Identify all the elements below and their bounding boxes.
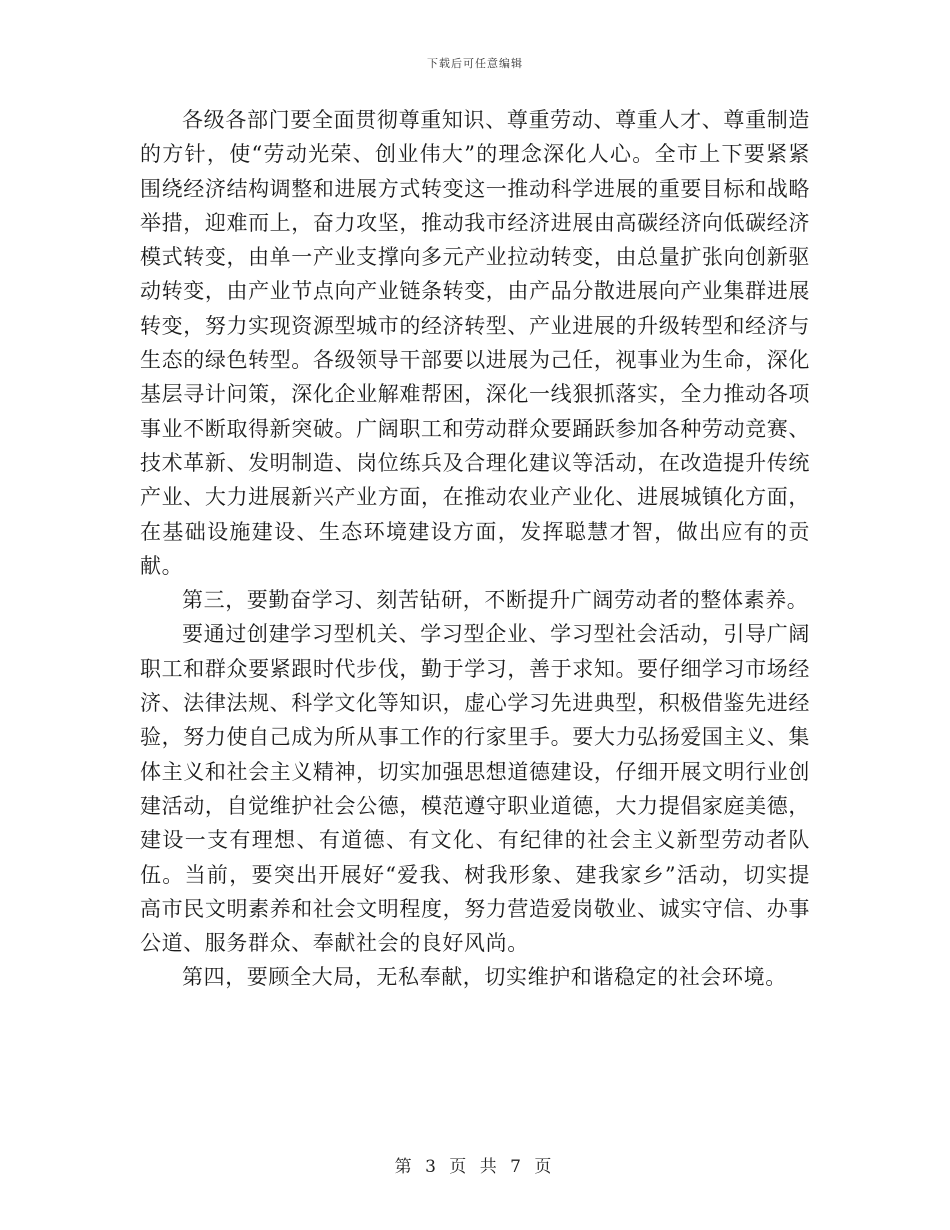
paragraph-4: 第四，要顾全大局，无私奉献，切实维护和谐稳定的社会环境。 — [182, 965, 787, 990]
paragraph-3: 要通过创建学习型机关、学习型企业、学习型社会活动，引导广阔职工和群众要紧跟时代步伐，勤于学习，善于求知。要仔细学习市场经济、法律法规、科学文化等知识，虚心学习先进典型，积极借鉴先进经验，努力使自己成为所从事工作的行家里手。要大力弘扬爱国主义、集体主义和社会主义精神，切实加强思想道德建设，仔细开展文明行业创建活动，自觉维护社会公德，模范遵守职业道德，大力提倡家庭美德，建设一支有理想、有道德、有文化、有纪律的社会主义新型劳动者队伍。当前，要突出开展好“爱我、树我形象、建我家乡”活动，切实提高市民文明素养和社会文明程度，努力营造爱岗敬业、诚实守信、办事公道、服务群众、奉献社会的良好风尚。 — [140, 622, 810, 956]
paragraph-1: 各级各部门要全面贯彻尊重知识、尊重劳动、尊重人才、尊重制造的方针，使“劳动光荣、创业伟大”的理念深化人心。全市上下要紧紧围绕经济结构调整和进展方式转变这一推动科学进展的重要目标和战略举措，迎难而上，奋力攻坚，推动我市经济进展由高碳经济向低碳经济模式转变，由单一产业支撑向多元产业拉动转变，由总量扩张向创新驱动转变，由产业节点向产业链条转变，由产品分散进展向产业集群进展转变，努力实现资源型城市的经济转型、产业进展的升级转型和经济与生态的绿色转型。各级领导干部要以进展为己任，视事业为生命，深化基层寻计问策，深化企业解难帮困，深化一线狠抓落实，全力推动各项事业不断取得新突破。广阔职工和劳动群众要踊跃参加各种劳动竞赛、技术革新、发明制造、岗位练兵及合理化建议等活动，在改造提升传统产业、大力进展新兴产业方面，在推动农业产业化、进展城镇化方面，在基础设施建设、生态环境建设方面，发挥聪慧才智，做出应有的贡献。 — [140, 108, 810, 578]
paragraph-2: 第三，要勤奋学习、刻苦钻研，不断提升广阔劳动者的整体素养。 — [182, 588, 809, 613]
page-header: 下载后可任意编辑 — [427, 57, 523, 70]
page-footer: 第 3 页 共 7 页 — [394, 1157, 556, 1177]
document-body — [140, 103, 810, 995]
